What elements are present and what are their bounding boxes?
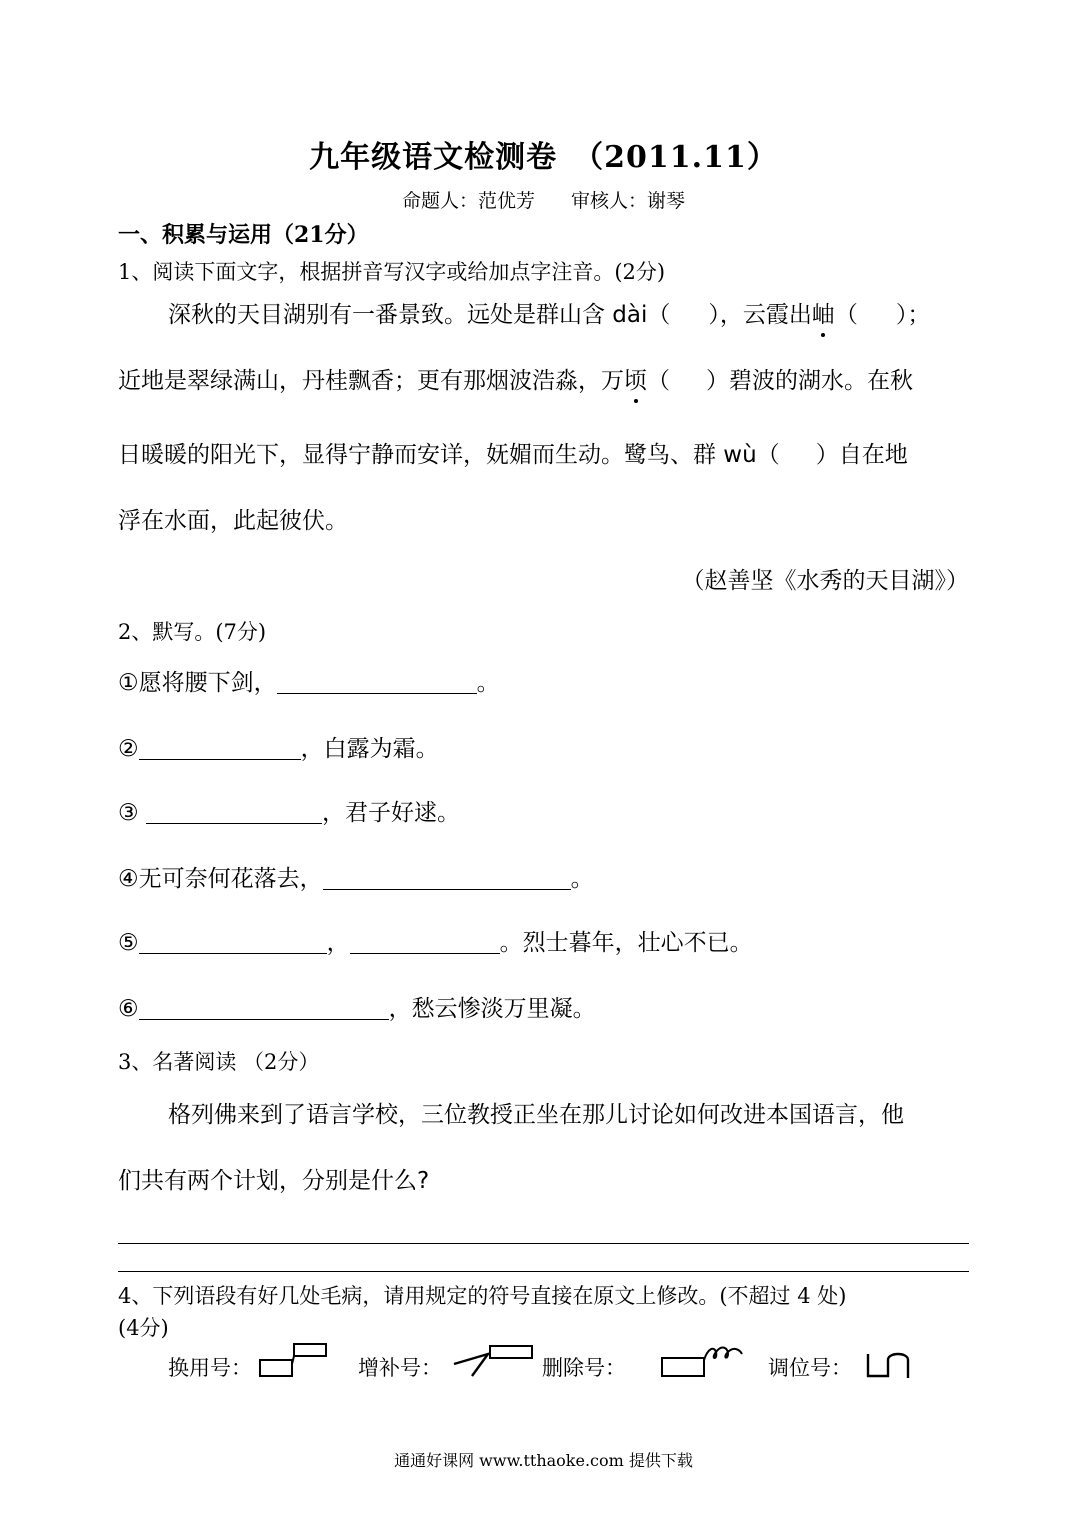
q1-source: （赵善坚《水秀的天目湖》） bbox=[681, 568, 969, 594]
q1-line3-text-b: ）自在地 bbox=[815, 442, 908, 468]
q1-line1-text-c: （ bbox=[834, 302, 858, 328]
q2-item-2-post: ，白露为霜。 bbox=[300, 736, 439, 762]
q4-prompt-line1: 4、下列语段有好几处毛病，请用规定的符号直接在原文上修改。(不超过 4 处) bbox=[118, 1284, 847, 1308]
q2-item-4 bbox=[118, 860, 970, 893]
q2-item-4-post: 。 bbox=[570, 866, 594, 892]
q2-item-2-blank[interactable] bbox=[139, 733, 301, 760]
page-subtitle bbox=[0, 186, 1087, 213]
q2-item-6 bbox=[118, 990, 970, 1023]
page-title: 九年级语文检测卷 （2011.11） bbox=[309, 140, 778, 175]
q2-item-5-blank-b[interactable] bbox=[350, 927, 500, 954]
q1-line2-text-c: ）碧波的湖水。在秋 bbox=[706, 368, 913, 394]
q2-item-1-blank[interactable] bbox=[277, 667, 477, 694]
q1-line1-text-a: 深秋的天目湖别有一番景致。远处是群山含 dài（ bbox=[168, 302, 671, 328]
author-label: 命题人：范优芳 bbox=[401, 190, 535, 212]
q1-line1 bbox=[168, 296, 1020, 329]
q1-dotted-char-1: 岫 bbox=[812, 296, 835, 329]
page-footer: 通通好课网 www.tthaoke.com 提供下载 bbox=[394, 1451, 693, 1470]
q3-line2: 们共有两个计划，分别是什么? bbox=[118, 1168, 430, 1194]
replace-symbol-label: 换用号： bbox=[168, 1356, 252, 1380]
q1-line2-text-b: （ bbox=[647, 368, 670, 394]
q2-item-5 bbox=[118, 924, 970, 957]
q1-line3-text-a: 日暖暖的阳光下，显得宁静而安详，妩媚而生动。鹭鸟、群 wù（ bbox=[118, 442, 780, 468]
q2-item-1 bbox=[118, 664, 970, 697]
q2-item-1-pre: ①愿将腰下剑， bbox=[118, 670, 277, 696]
q2-item-6-pre: ⑥ bbox=[118, 996, 139, 1022]
replace-symbol-icon bbox=[256, 1342, 330, 1382]
swap-symbol-label: 调位号： bbox=[768, 1356, 852, 1380]
delete-symbol-label: 删除号： bbox=[542, 1356, 626, 1380]
q3-answer-line[interactable] bbox=[118, 1271, 969, 1272]
q1-line4: 浮在水面，此起彼伏。 bbox=[118, 508, 348, 534]
q2-item-3-post: ，君子好逑。 bbox=[321, 800, 460, 826]
reviewer-label: 审核人：谢琴 bbox=[571, 190, 686, 212]
q2-item-3 bbox=[118, 794, 970, 827]
q3-answer-line[interactable] bbox=[118, 1243, 969, 1244]
insert-symbol-label: 增补号： bbox=[358, 1356, 442, 1380]
q2-prompt: 2、默写。(7分) bbox=[118, 620, 267, 644]
q1-line1-text-d: ）； bbox=[895, 302, 931, 328]
q3-prompt: 3、名著阅读 （2分） bbox=[118, 1050, 320, 1074]
q2-item-5-mid: ， bbox=[326, 930, 350, 956]
q2-item-1-post: 。 bbox=[476, 670, 500, 696]
q2-item-6-blank[interactable] bbox=[139, 993, 389, 1020]
delete-symbol-icon bbox=[658, 1342, 750, 1382]
q2-item-5-blank-a[interactable] bbox=[139, 927, 327, 954]
q2-item-5-post: 。烈士暮年，壮心不已。 bbox=[499, 930, 753, 956]
q1-line1-text-b: ），云霞出 bbox=[708, 302, 812, 328]
q3-line1: 格列佛来到了语言学校，三位教授正坐在那儿讨论如何改进本国语言，他 bbox=[168, 1102, 904, 1128]
q1-line2-text-a: 近地是翠绿满山，丹桂飘香；更有那烟波浩淼，万 bbox=[118, 368, 624, 394]
q2-item-4-blank[interactable] bbox=[323, 863, 571, 890]
q4-prompt-line2: (4分) bbox=[118, 1316, 169, 1340]
q1-prompt: 1、阅读下面文字，根据拼音写汉字或给加点字注音。(2分) bbox=[118, 260, 666, 284]
insert-symbol-icon bbox=[450, 1344, 538, 1380]
q2-item-2-pre: ② bbox=[118, 736, 139, 762]
q2-item-2 bbox=[118, 730, 970, 763]
q2-item-6-post: ，愁云惨淡万里凝。 bbox=[388, 996, 596, 1022]
swap-symbol-icon bbox=[862, 1348, 918, 1384]
q1-line2 bbox=[118, 362, 970, 395]
q1-dotted-char-2: 顷 bbox=[624, 362, 647, 395]
q2-item-5-pre: ⑤ bbox=[118, 930, 139, 956]
q1-line3 bbox=[118, 436, 970, 469]
q2-item-4-pre: ④无可奈何花落去， bbox=[118, 866, 323, 892]
section-heading: 一、积累与运用（21分） bbox=[118, 222, 369, 248]
q2-item-3-pre: ③ bbox=[118, 800, 146, 826]
q2-item-3-blank[interactable] bbox=[146, 797, 322, 824]
